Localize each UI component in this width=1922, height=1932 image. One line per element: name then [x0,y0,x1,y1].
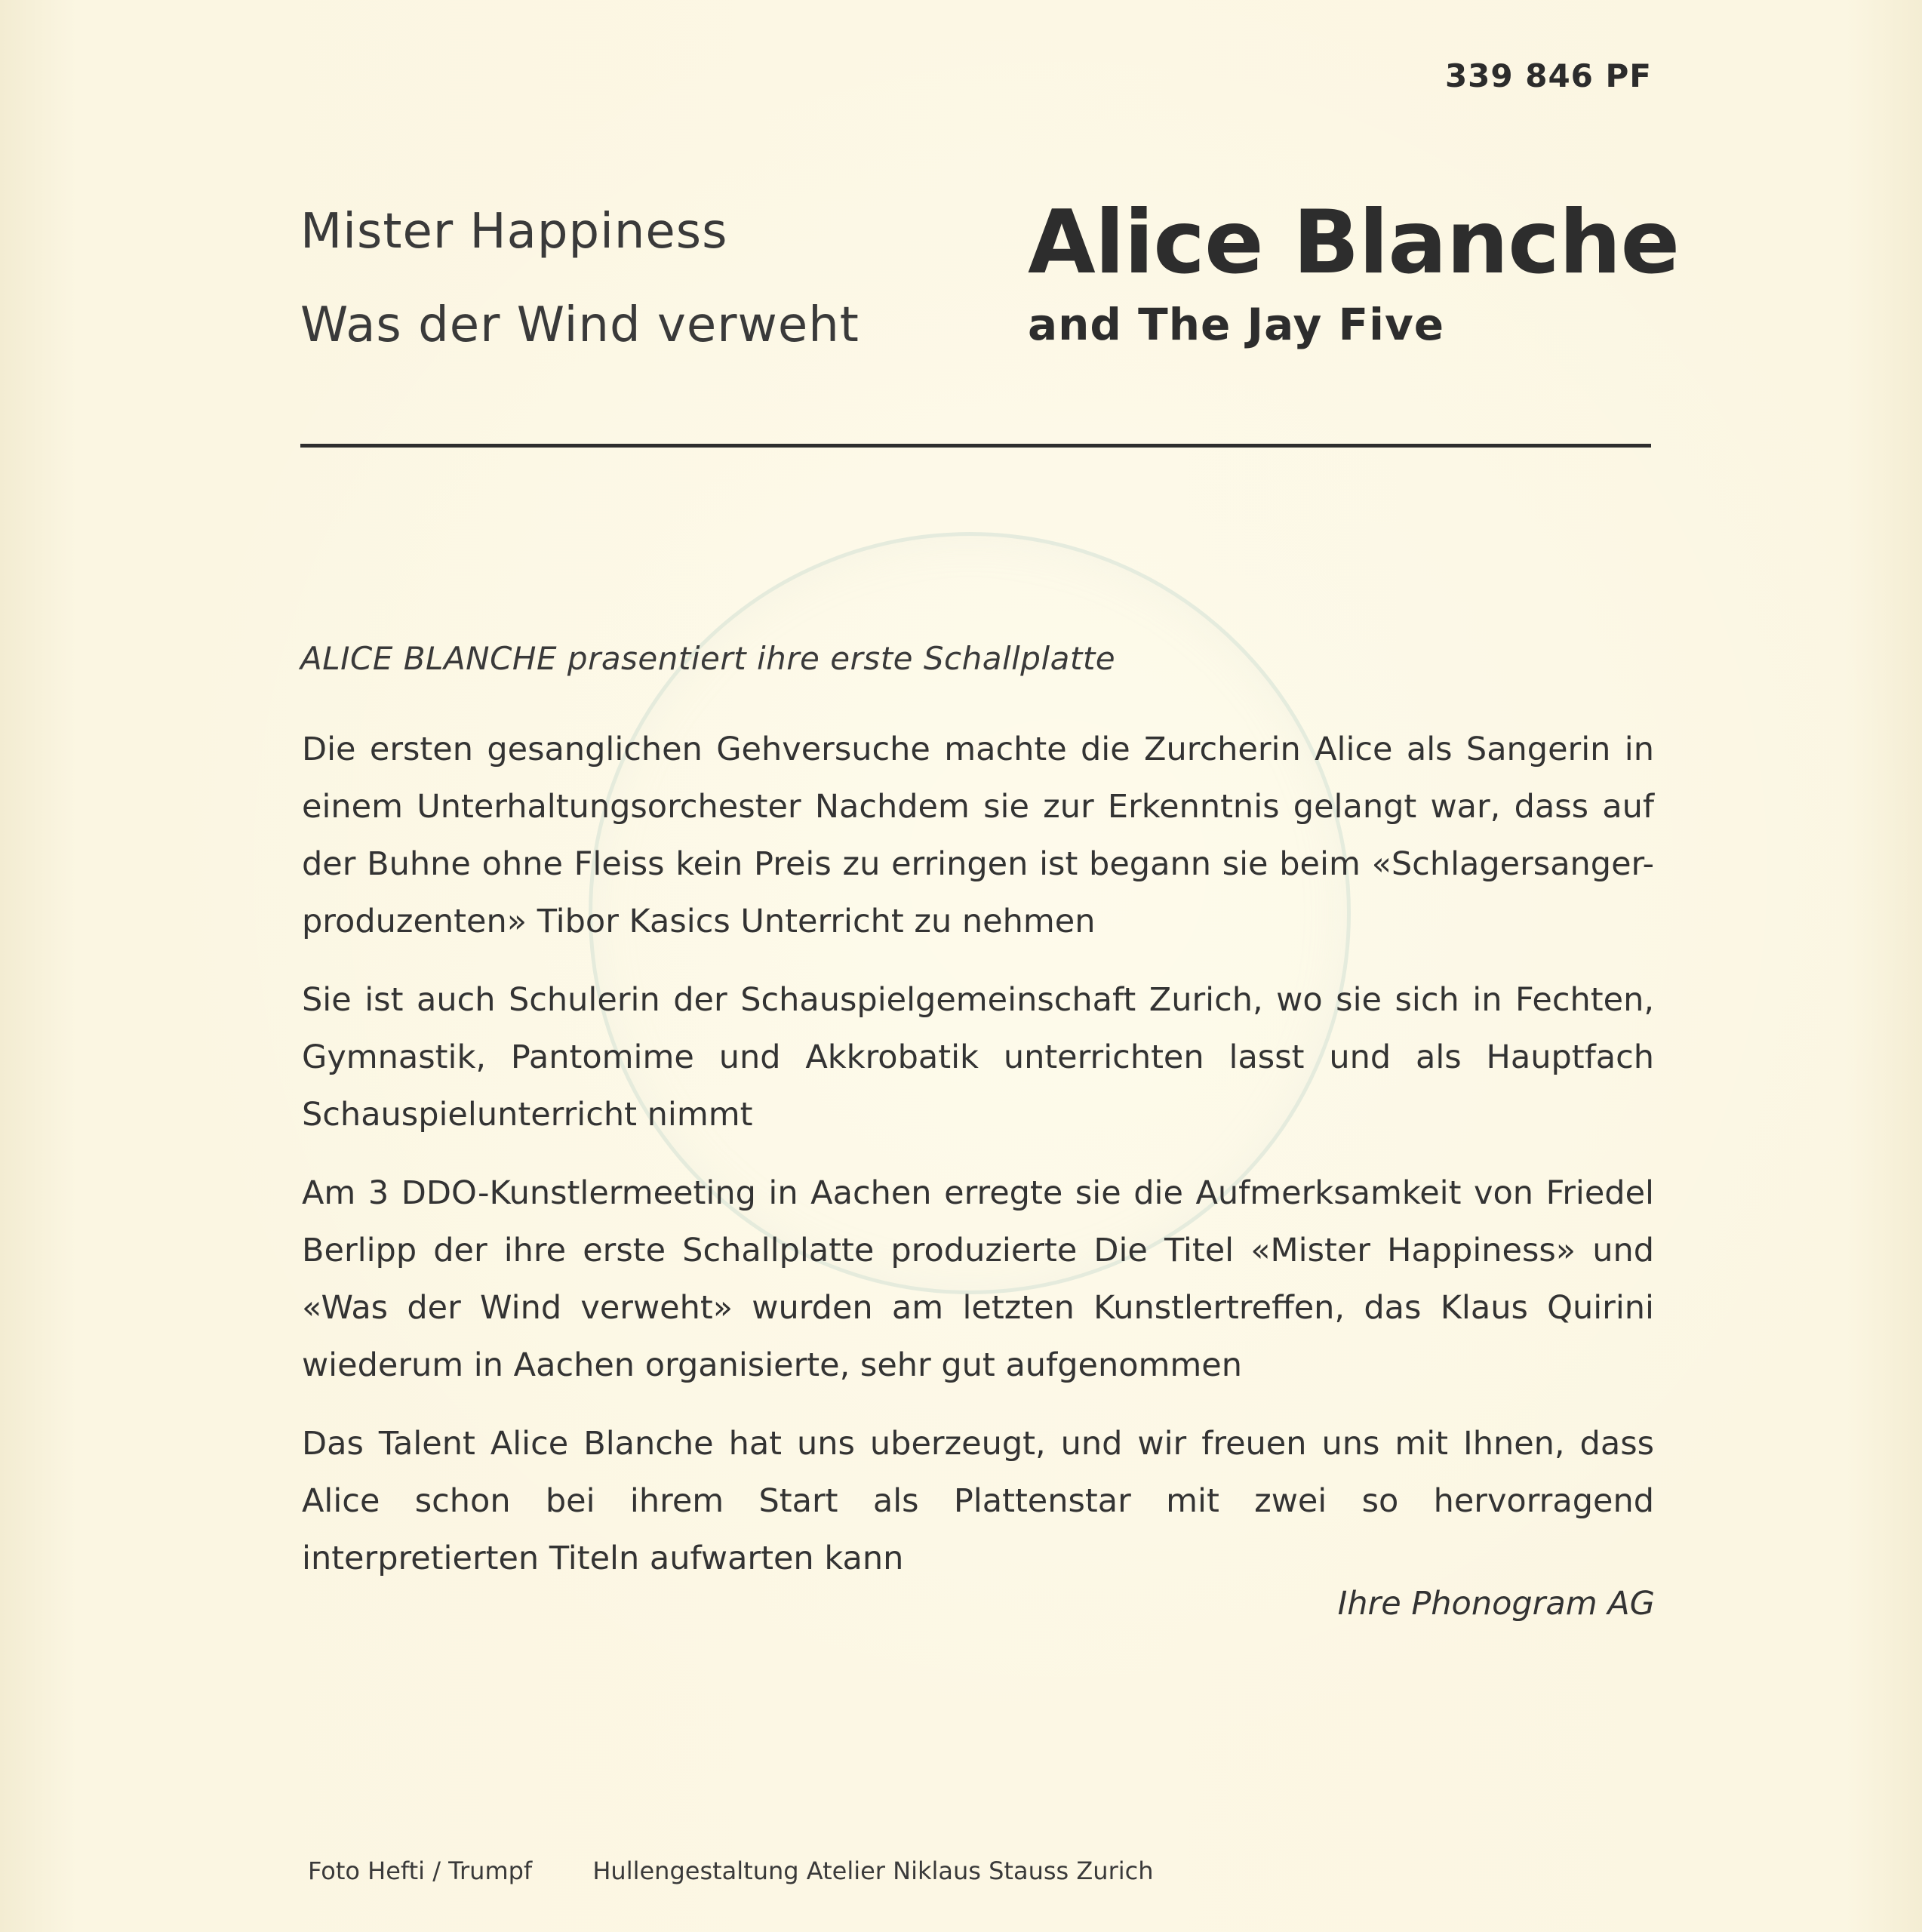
catalog-number: 339 846 PF [1444,57,1652,94]
liner-paragraph: Die ersten gesanglichen Gehversuche machte die Zurcherin Alice als Sangerin in einem Unterhaltungsorchester Nachdem sie zur Erkenntnis gelangt war, dass auf der Buhne ohne Fleiss kein Preis zu erringen ist begann sie beim «Schlagersanger-produzenten» Tibor Kasics Unterricht zu nehmen [302,731,1654,940]
liner-paragraph: Sie ist auch Schulerin der Schauspielgemeinschaft Zurich, wo sie sich in Fechten, Gymnastik, Pantomime und Akkrobatik unterrichten lasst und als Hauptfach Schauspielunterricht nimmt [302,981,1654,1134]
liner-paragraph: Am 3 DDO-Kunstlermeeting in Aachen erregte sie die Aufmerksamkeit von Friedel Berlipp der ihre erste Schallplatte produzierte Die Titel «Mister Happiness» und «Was der Wind verweht» wurden am letzten Kunstlertreffen, das Klaus Quirini wiederum in Aachen organisierte, sehr gut aufgenommen [302,1174,1654,1384]
divider-rule [300,444,1651,448]
intro-line: ALICE BLANCHE prasentiert ihre erste Schallplatte [300,640,1116,677]
signoff: Ihre Phonogram AG [1337,1585,1655,1623]
artist-name: Alice Blanche [1028,192,1680,294]
track-title-a: Mister Happiness [300,204,728,260]
design-credit: Hullengestaltung Atelier Niklaus Stauss Zurich [592,1857,1154,1885]
artist-subtitle: and The Jay Five [1028,299,1445,350]
track-title-b: Was der Wind verweht [300,297,860,353]
photo-credit: Foto Hefti / Trumpf [308,1857,533,1885]
track-titles [300,204,860,395]
credits-line [308,1857,1207,1885]
artist-block [1028,192,1680,350]
liner-notes [302,721,1654,1608]
liner-paragraph: Das Talent Alice Blanche hat uns uberzeugt, und wir freuen uns mit Ihnen, dass Alice schon bei ihrem Start als Plattenstar mit zwei so hervorragend interpretierten Titeln aufwarten kann [302,1425,1654,1577]
